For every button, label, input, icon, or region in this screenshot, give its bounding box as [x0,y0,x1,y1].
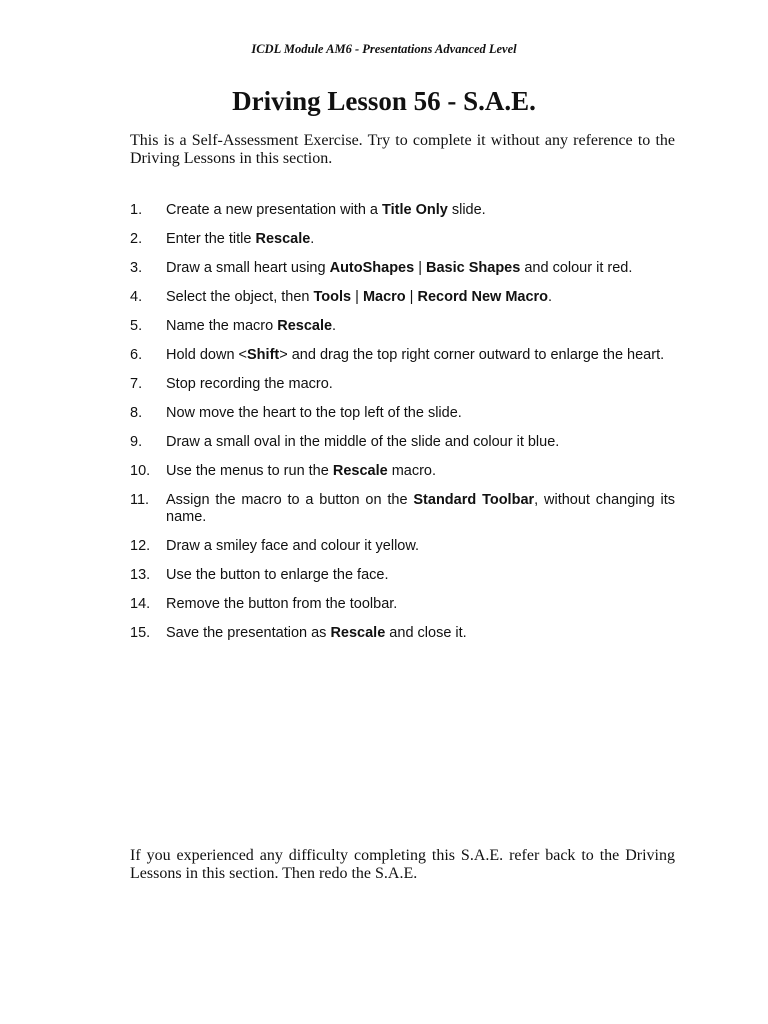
step-text-run: Create a new presentation with a [166,202,383,218]
step-text-run: , without changing its name. [166,492,675,525]
step-number: 4. [130,289,143,305]
step-text-bold: Record New Macro [417,289,549,305]
step-text [166,260,675,277]
list-item [130,538,675,555]
list-item [130,596,675,613]
step-text-run: Save the presentation as [166,624,331,641]
running-header: ICDL Module AM6 - Presentations Advanced Level [251,42,517,56]
step-number: 10. [130,463,151,479]
step-text [166,625,675,642]
step-text-run: Draw a small heart using [166,260,330,276]
step-text [166,434,675,451]
step-text-run: | [405,289,418,305]
step-text-run: . [548,289,553,305]
step-number: 14. [130,595,151,612]
step-text-run: and close it. [385,624,467,641]
step-text-bold: Rescale [332,463,388,479]
step-text [166,231,675,248]
step-number: 11. [130,492,150,508]
list-item [130,376,675,393]
step-text-bold: Rescale [255,231,311,247]
step-number: 7. [130,376,143,392]
step-number: 3. [130,260,143,276]
step-text-run: Hold down < [166,347,248,363]
step-number: 12. [130,537,151,554]
list-item [130,492,675,525]
closing-paragraph: If you experienced any difficulty completing this S.A.E. refer back to the Driving Lessons in this section. Then redo the S.A.E. [130,847,675,882]
step-text-bold: Tools [313,289,352,305]
step-text-run: Use the button to enlarge the face. [166,566,389,583]
step-text-run: Name the macro [166,318,278,334]
step-text-bold: Standard Toolbar [413,492,535,508]
step-number: 6. [130,347,143,363]
step-text [166,405,675,422]
steps-list [130,202,675,654]
step-text-run: > and drag the top right corner outward to enlarge the heart. [279,347,665,363]
list-item [130,347,675,364]
step-number: 1. [130,202,143,218]
step-text-bold: Basic Shapes [426,260,521,276]
step-text-run: Draw a smiley face and colour it yellow. [166,537,420,554]
step-text-run: | [414,260,427,276]
list-item [130,289,675,306]
step-text-run: Stop recording the macro. [166,376,333,392]
step-number: 13. [130,566,151,583]
step-number: 5. [130,318,143,334]
step-text [166,567,675,584]
step-text-run: Use the menus to run the [166,463,333,479]
step-text-run: macro. [387,463,437,479]
step-text-run: . [310,231,315,247]
step-text-bold: Title Only [382,202,448,218]
step-text-run: Assign the macro to a button on the [166,492,414,508]
list-item [130,260,675,277]
page-title: Driving Lesson 56 - S.A.E. [232,86,536,116]
list-item [130,567,675,584]
step-text-run: Select the object, then [166,289,314,305]
list-item [130,318,675,335]
step-text [166,202,675,219]
step-text [166,318,675,335]
step-number: 15. [130,624,151,641]
step-text [166,538,675,555]
step-text-run: . [332,318,337,334]
step-text-run: Now move the heart to the top left of the slide. [166,405,462,421]
list-item [130,625,675,642]
step-number: 9. [130,434,143,450]
step-text-bold: Macro [362,289,406,305]
step-text-bold: Rescale [330,624,386,641]
step-text [166,376,675,393]
step-text [166,463,675,480]
step-number: 8. [130,405,143,421]
step-text-run: slide. [447,202,486,218]
step-text-bold: Shift [247,347,280,363]
step-text-bold: AutoShapes [329,260,415,276]
list-item [130,202,675,219]
list-item [130,434,675,451]
step-text-run: Enter the title [166,231,256,247]
step-text-run: Remove the button from the toolbar. [166,595,398,612]
list-item [130,231,675,248]
step-text [166,596,675,613]
step-text-run: | [351,289,363,305]
step-text [166,347,675,364]
list-item [130,463,675,480]
step-text [166,289,675,306]
step-text-run: Draw a small oval in the middle of the slide and colour it blue. [166,434,560,450]
step-number: 2. [130,231,143,247]
list-item [130,405,675,422]
step-text-bold: Rescale [277,318,333,334]
step-text [166,492,675,525]
step-text-run: and colour it red. [520,260,633,276]
intro-paragraph: This is a Self-Assessment Exercise. Try to complete it without any reference to the Driving Lessons in this section. [130,132,675,167]
